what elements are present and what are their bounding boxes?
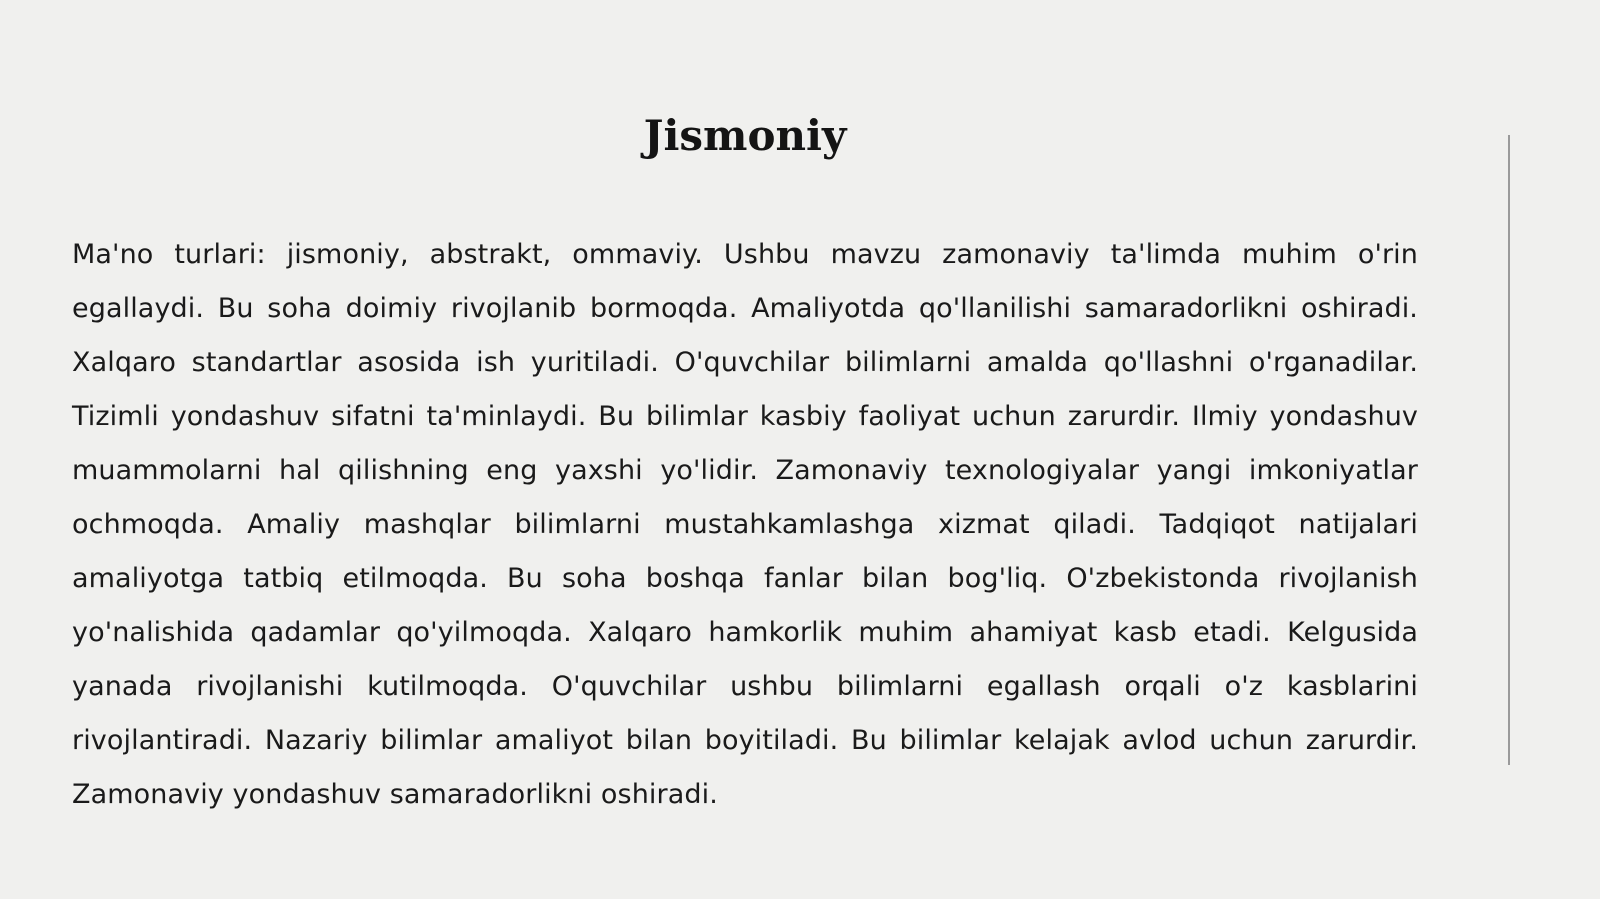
vertical-divider	[1508, 135, 1510, 765]
slide-body-text: Ma'no turlari: jismoniy, abstrakt, ommaviy. Ushbu mavzu zamonaviy ta'limda muhim o'rin egallaydi. Bu soha doimiy rivojlanib bormoqda. Amaliyotda qo'llanilishi samaradorlikni oshiradi. Xalqaro standartlar asosida ish yuritiladi. O'quvchilar bilimlarni amalda qo'llashni o'rganadilar. Tizimli yondashuv sifatni ta'minlaydi. Bu bilimlar kasbiy faoliyat uchun zarurdir. Ilmiy yondashuv muammolarni hal qilishning eng yaxshi yo'lidir. Zamonaviy texnologiyalar yangi imkoniyatlar ochmoqda. Amaliy mashqlar bilimlarni mustahkamlashga xizmat qiladi. Tadqiqot natijalari amaliyotga tatbiq etilmoqda. Bu soha boshqa fanlar bilan bog'liq. O'zbekistonda rivojlanish yo'nalishida qadamlar qo'yilmoqda. Xalqaro hamkorlik muhim ahamiyat kasb etadi. Kelgusida yanada rivojlanishi kutilmoqda. O'quvchilar ushbu bilimlarni egallash orqali o'z kasblarini rivojlantiradi. Nazariy bilimlar amaliyot bilan boyitiladi. Bu bilimlar kelajak avlod uchun zarurdir. Zamonaviy yondashuv samaradorlikni oshiradi.	[72, 239, 1418, 810]
slide-title: Jismoniy	[643, 111, 847, 160]
